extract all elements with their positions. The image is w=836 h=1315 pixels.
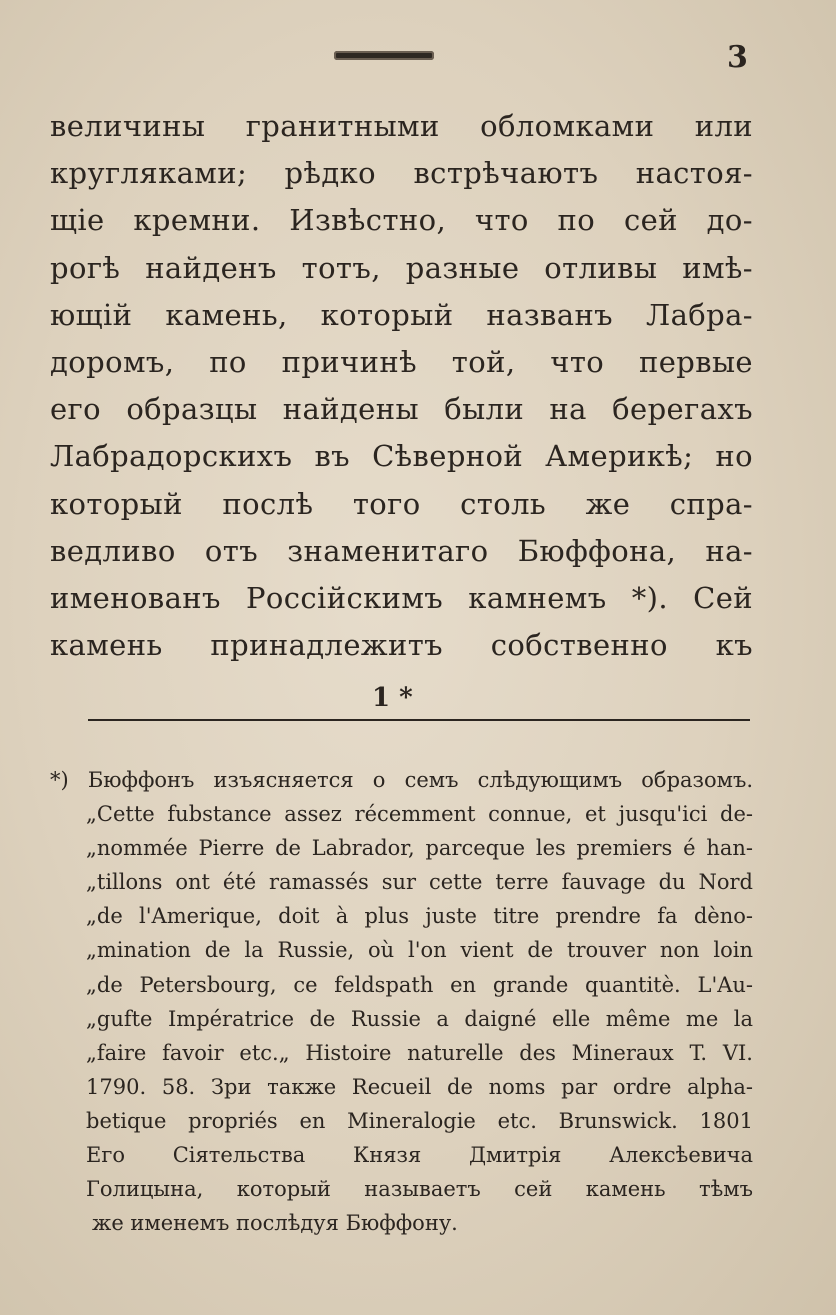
text-line: щіе кремни. Извѣстно, что по сей до- xyxy=(50,203,753,238)
footnote-line: „Cette fubstance assez récemment connue, et jusqu'ici de- xyxy=(86,802,753,827)
text-line: его образцы найдены были на берегахъ xyxy=(50,392,753,427)
text-line: Лабрадорскихъ въ Сѣверной Америкѣ; но xyxy=(50,439,753,474)
footnote-line: Его Сіятельства Князя Дмитрія Алексѣевича xyxy=(86,1143,753,1168)
header-ornament xyxy=(334,51,434,60)
footnote-line: 1790. 58. Зри также Recueil de noms par ordre alpha- xyxy=(86,1074,753,1099)
text-line: кругляками; рѣдко встрѣчаютъ настоя- xyxy=(50,156,753,191)
footnote-line: „gufte Impératrice de Russie a daigné elle même me la xyxy=(86,1006,753,1031)
footnote-line: „faire favoir etc.„ Histoire naturelle des Mineraux T. VI. xyxy=(86,1040,753,1065)
footnote-line: „nommée Pierre de Labrador, parceque les premiers é han- xyxy=(86,836,753,861)
footnote-line: betique propriés en Mineralogie etc. Brunswick. 1801 xyxy=(86,1108,753,1133)
footnote-line: „de Petersbourg, ce feldspath en grande quantitè. L'Au- xyxy=(86,972,753,997)
footnote-divider xyxy=(88,719,750,721)
footnote-line: *) Бюффонъ изъясняется о семъ слѣдующимъ образомъ. xyxy=(50,768,753,792)
footnote-line: „de l'Amerique, doit à plus juste titre prendre fa dèno- xyxy=(86,904,753,929)
footnote-line: „tillons ont été ramassés sur cette terre fauvage du Nord xyxy=(86,870,753,895)
footnote-line: же именемъ послѣдуя Бюффону. xyxy=(92,1211,458,1236)
page-number: 3 xyxy=(727,40,748,75)
text-line: рогѣ найденъ тотъ, разные отливы имѣ- xyxy=(50,250,753,285)
text-line: доромъ, по причинѣ той, что первые xyxy=(50,344,753,379)
text-line: камень принадлежитъ собственно къ xyxy=(50,628,753,663)
signature-mark: 1 * xyxy=(372,683,413,713)
main-text xyxy=(50,103,753,669)
text-line: ющій камень, который названъ Лабра- xyxy=(50,297,753,332)
text-line: величины гранитными обломками или xyxy=(50,109,753,143)
footnote-line: Голицына, который называетъ сей камень тѣмъ xyxy=(86,1177,753,1202)
text-line: ведливо отъ знаменитаго Бюффона, на- xyxy=(50,533,753,568)
footnote xyxy=(50,763,753,1240)
text-line: который послѣ того столь же спра- xyxy=(50,486,753,521)
text-line: именованъ Россійскимъ камнемъ *). Сей xyxy=(50,580,753,615)
footnote-line: „mination de la Russie, où l'on vient de trouver non loin xyxy=(86,938,753,963)
